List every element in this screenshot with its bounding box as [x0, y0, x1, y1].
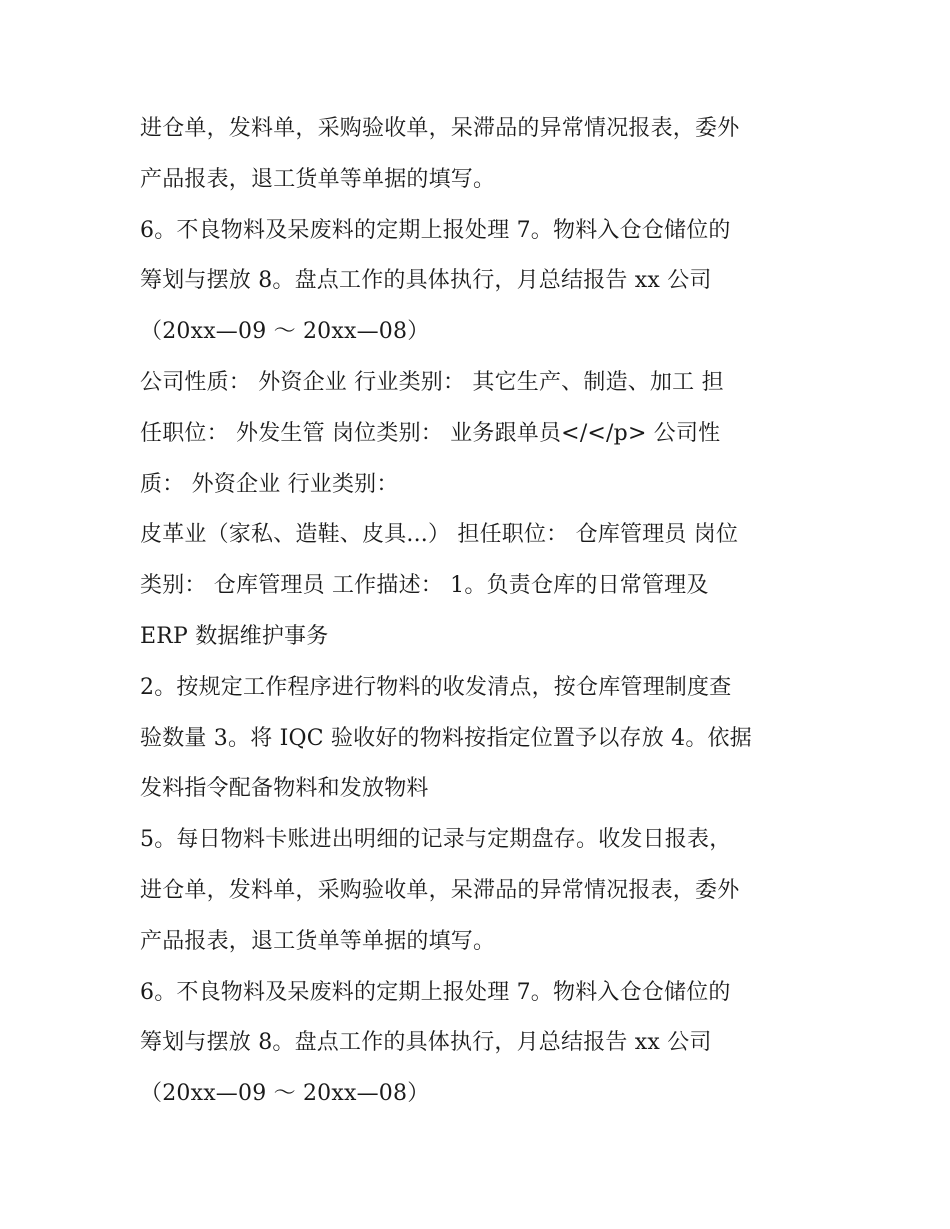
- document-body: [140, 104, 820, 1120]
- text-line: 质： 外资企业 行业类别：: [140, 471, 399, 497]
- text-line: 公司性质： 外资企业 行业类别： 其它生产、制造、加工 担: [140, 369, 724, 395]
- text-line: 验数量 3。将 IQC 验收好的物料按指定位置予以存放 4。依据: [140, 725, 752, 751]
- text-line: 进仓单，发料单，采购验收单，呆滞品的异常情况报表，委外: [140, 877, 740, 903]
- text-line: 发料指令配备物料和发放物料: [140, 776, 429, 802]
- text-line: （20xx—09 ～ 20xx—08）: [140, 319, 430, 345]
- text-line: 任职位： 外发生管 岗位类别： 业务跟单员</</p> 公司性: [140, 420, 721, 446]
- text-line: 进仓单，发料单，采购验收单，呆滞品的异常情况报表，委外: [140, 116, 740, 141]
- text-line: 筹划与摆放 8。盘点工作的具体执行，月总结报告 xx 公司: [140, 1030, 712, 1056]
- text-line: 2。按规定工作程序进行物料的收发清点，按仓库管理制度查: [140, 674, 732, 700]
- text-line: 产品报表，退工货单等单据的填写。: [140, 166, 496, 192]
- text-line: 6。不良物料及呆废料的定期上报处理 7。物料入仓仓储位的: [140, 217, 731, 243]
- text-line: 6。不良物料及呆废料的定期上报处理 7。物料入仓仓储位的: [140, 979, 731, 1005]
- text-line: ERP 数据维护事务: [140, 623, 329, 649]
- text-line: （20xx—09 ～ 20xx—08）: [140, 1081, 430, 1107]
- text-line: 类别： 仓库管理员 工作描述： 1。负责仓库的日常管理及: [140, 573, 709, 599]
- text-line: 产品报表，退工货单等单据的填写。: [140, 928, 496, 954]
- text-line: 5。每日物料卡账进出明细的记录与定期盘存。收发日报表，: [140, 827, 732, 853]
- text-line: 皮革业（家私、造鞋、皮具...） 担任职位： 仓库管理员 岗位: [140, 522, 739, 548]
- text-line: 筹划与摆放 8。盘点工作的具体执行，月总结报告 xx 公司: [140, 268, 712, 294]
